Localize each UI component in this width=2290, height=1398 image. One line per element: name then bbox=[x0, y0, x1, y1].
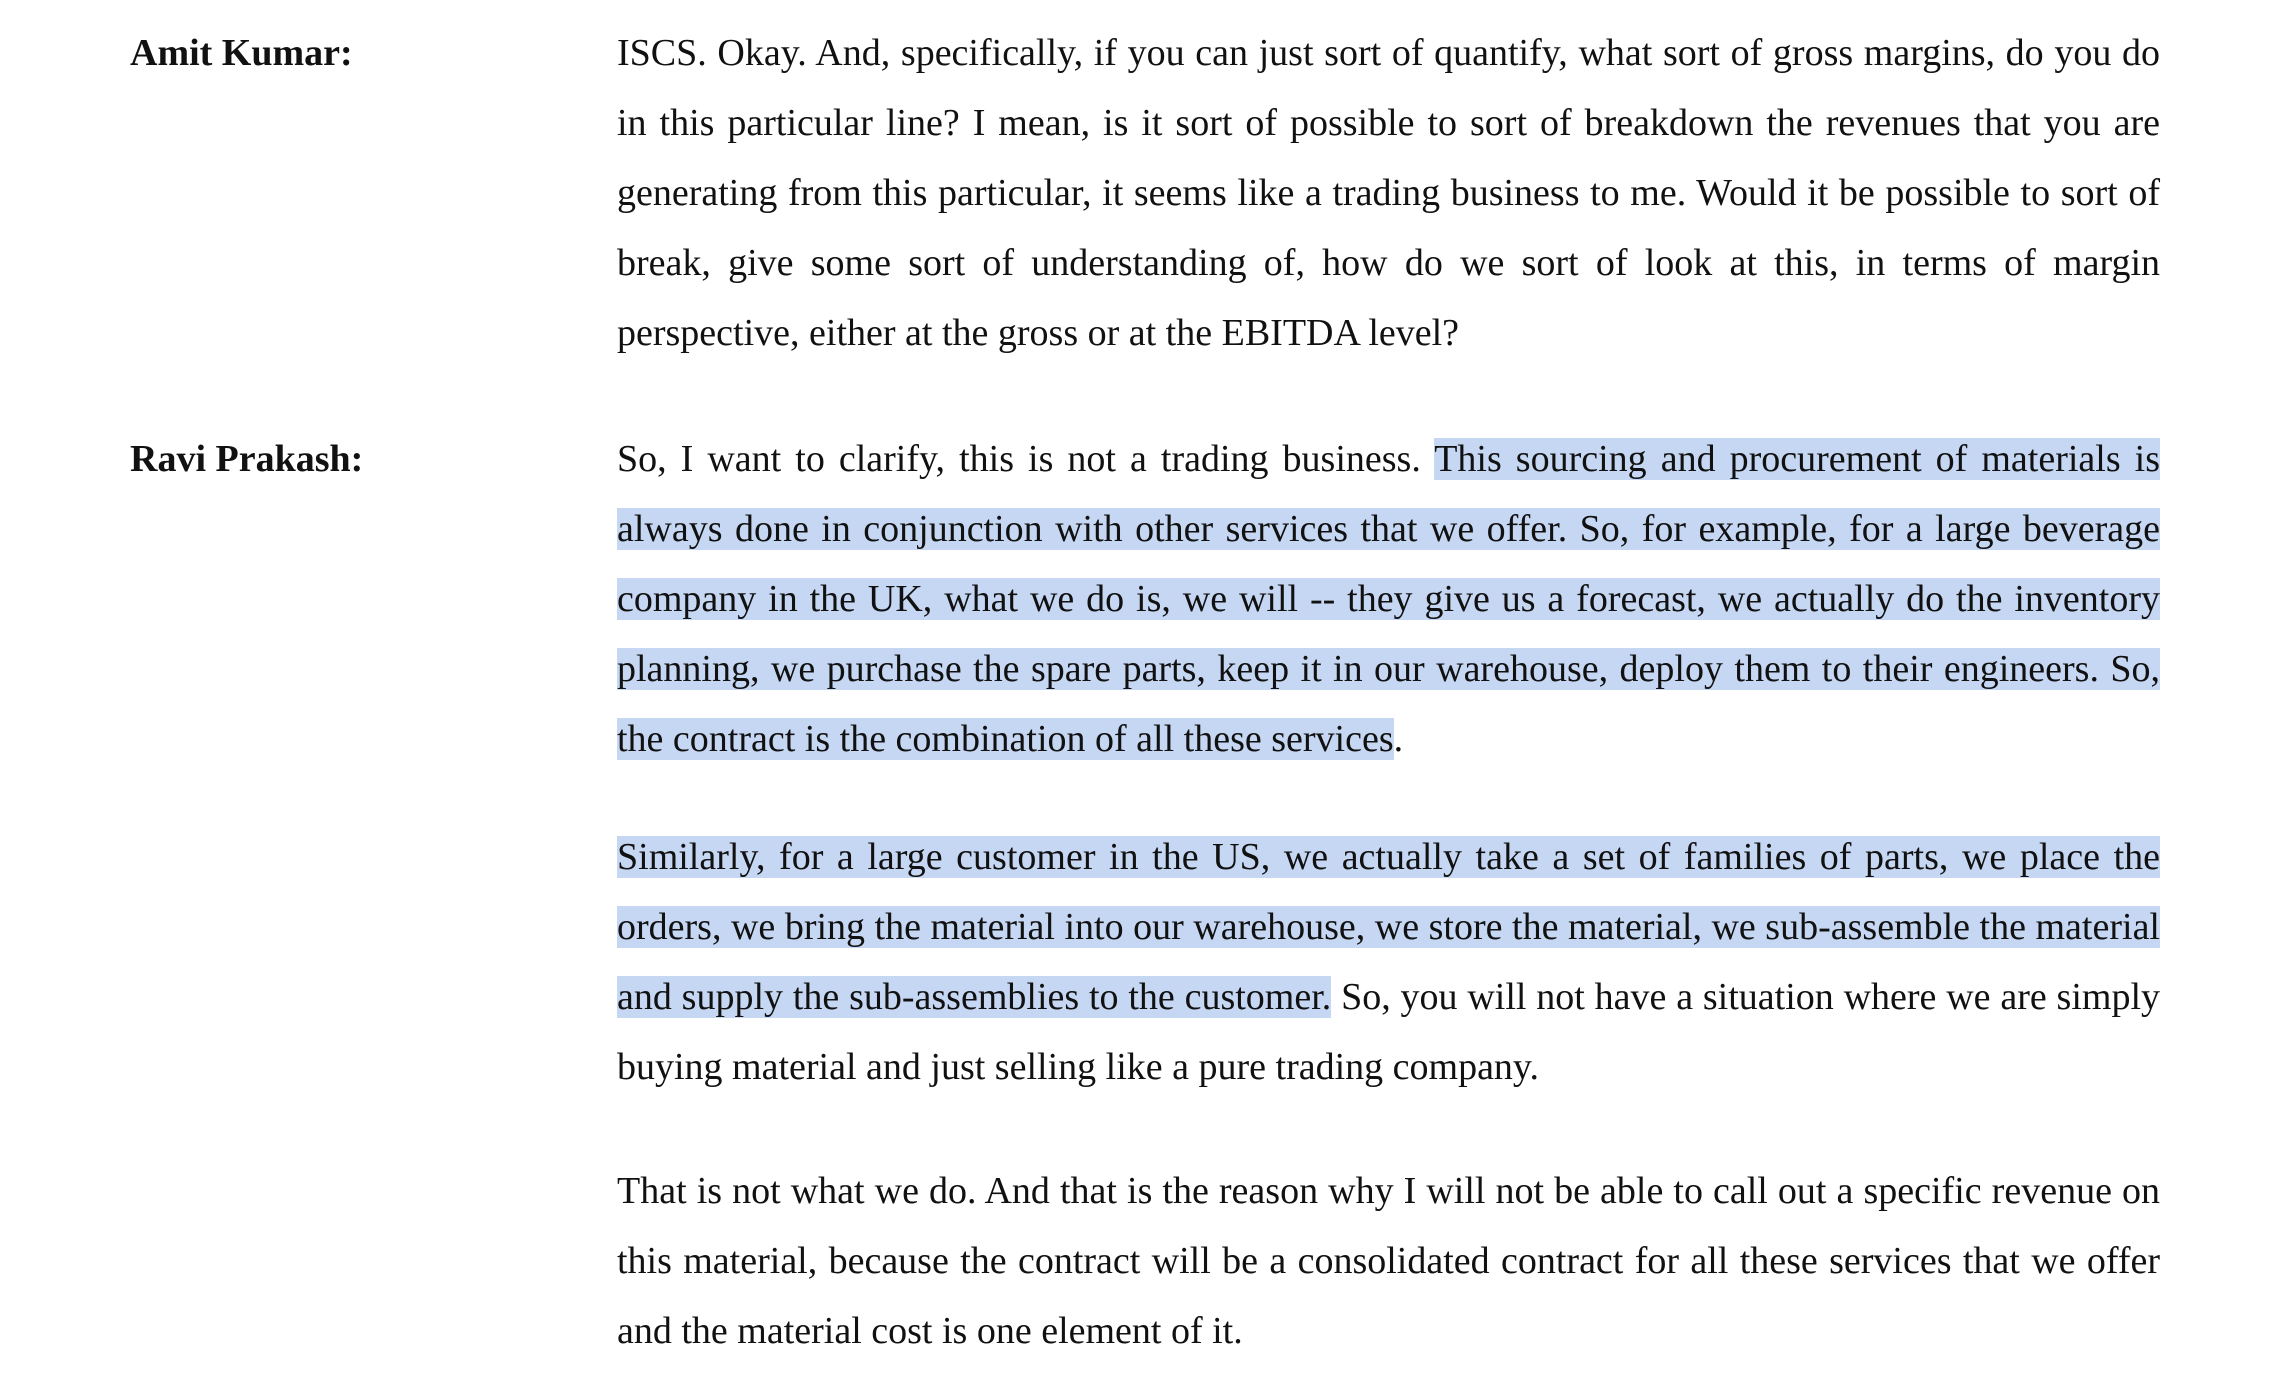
paragraph-text: That is not what we do. And that is the reason why I will not be able to call out a specific revenue on this material, because the contract will be a consolidated contract for all these services that we offer and the material cost is one element of it. bbox=[617, 1170, 2160, 1352]
speaker-name: Amit Kumar: bbox=[130, 32, 353, 74]
paragraph-text: So, you will not have a situation where we are simply buying material and just selling like a pure trading company. bbox=[617, 976, 2161, 1088]
highlighted-text-selection[interactable]: Similarly, for a large customer in the US, we actually take a set of families of parts, we place the orders, we bring the material into our warehouse, we store the material, we sub-assemble the material and supply the sub-assemblies to the customer. bbox=[617, 836, 2160, 1018]
paragraph-text: So, I want to clarify, this is not a trading business. bbox=[617, 438, 1435, 480]
speaker-name: Ravi Prakash: bbox=[130, 438, 364, 480]
transcript-paragraph bbox=[617, 424, 2160, 774]
paragraph-text: . bbox=[1393, 718, 1404, 760]
transcript-paragraph bbox=[617, 18, 2160, 368]
highlighted-text-selection[interactable]: This sourcing and procurement of materials is always done in conjunction with other services that we offer. So, for example, for a large beverage company in the UK, what we do is, we will -- they give us a forecast, we actually do the inventory planning, we purchase the spare parts, keep it in our warehouse, deploy them to their engineers. So, the contract is the combination of all these services bbox=[617, 438, 2160, 760]
paragraph-text: ISCS. Okay. And, specifically, if you can just sort of quantify, what sort of gross margins, do you do in this particular line? I mean, is it sort of possible to sort of breakdown the revenues that you are generating from this particular, it seems like a trading business to me. Would it be possible to sort of break, give some sort of understanding of, how do we sort of look at this, in terms of margin perspective, either at the gross or at the EBITDA level? bbox=[617, 32, 2160, 354]
transcript-paragraph bbox=[617, 1156, 2160, 1366]
transcript-paragraph bbox=[617, 822, 2160, 1102]
